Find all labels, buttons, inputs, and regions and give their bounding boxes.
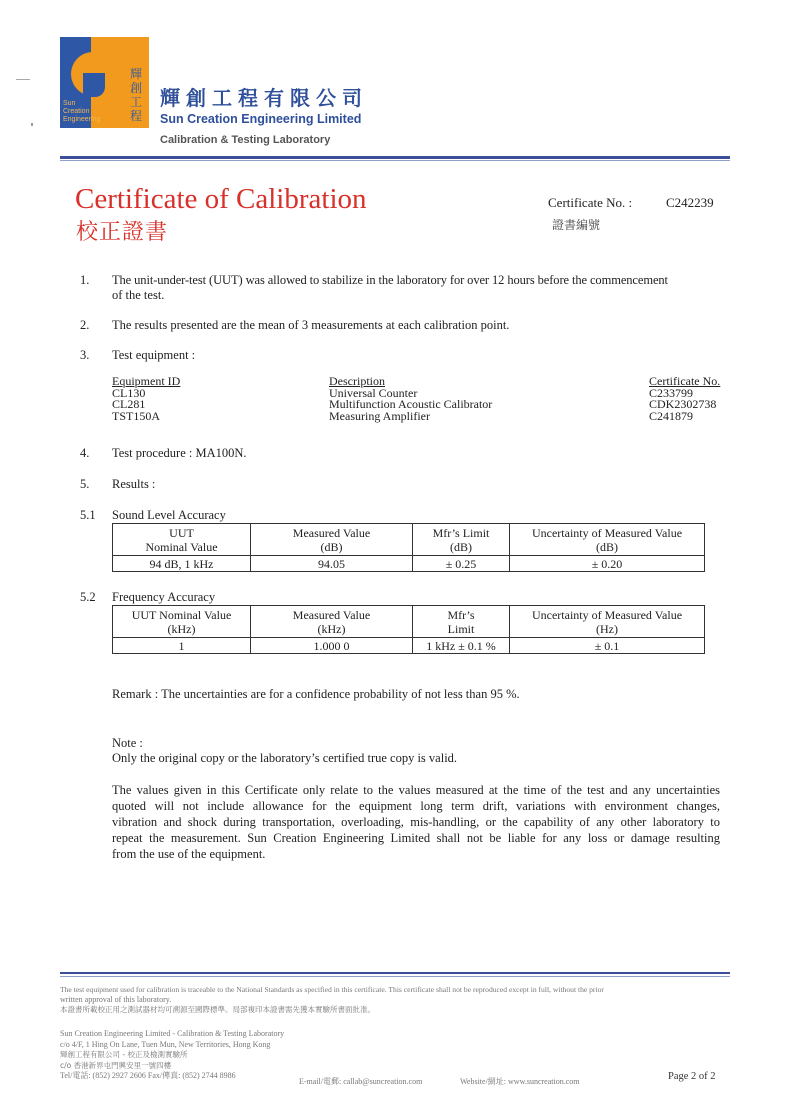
equipment-certificate-header: Certificate No. bbox=[649, 374, 721, 388]
equipment-id: TST150A bbox=[112, 408, 160, 423]
section-number: 5.2 bbox=[80, 590, 96, 604]
logo-en-line: Creation bbox=[63, 108, 90, 115]
header-line: (kHz) bbox=[317, 621, 346, 636]
item-number: 1. bbox=[80, 273, 90, 287]
item-number: 2. bbox=[80, 318, 90, 332]
footer-divider bbox=[60, 972, 730, 974]
certificate-number-label-chinese: 證書編號 bbox=[552, 218, 601, 232]
logo-en-line: Engineering bbox=[63, 116, 101, 123]
page-number: Page 2 of 2 bbox=[668, 1071, 716, 1082]
remark: Remark : The uncertainties are for a confidence probability of not less than 95 %. bbox=[112, 687, 520, 701]
item-number: 4. bbox=[80, 446, 90, 460]
contact-phone-fax: Tel/電話: (852) 2927 2606 Fax/傳真: (852) 2744 8986 bbox=[60, 1071, 236, 1080]
footer-line: The test equipment used for calibration is traceable to the National Standards as specified in this certificate. This certificate shall not be reproduced except in full, without the prior bbox=[60, 985, 604, 994]
header-line: (dB) bbox=[450, 539, 472, 554]
paragraph-line: repeat the measurement. Sun Creation Engineering Limited shall not be liable for any loss or damage resulting bbox=[112, 831, 720, 845]
scan-mark bbox=[31, 123, 33, 126]
table-cell: 94.05 bbox=[251, 556, 413, 572]
header-line: Limit bbox=[447, 621, 475, 636]
footer-line: written approval of this laboratory. bbox=[60, 995, 172, 1004]
header-line: (Hz) bbox=[596, 621, 618, 636]
address-line: c/o 4/F, 1 Hing On Lane, Tuen Mun, New Territories, Hong Kong bbox=[60, 1039, 271, 1049]
header-line: Uncertainty of Measured Value bbox=[531, 607, 683, 622]
table-cell: 1.000 0 bbox=[251, 638, 413, 654]
table-cell: ± 0.20 bbox=[510, 556, 705, 572]
item-text: The results presented are the mean of 3 measurements at each calibration point. bbox=[112, 318, 510, 332]
item-text-line: of the test. bbox=[112, 288, 165, 302]
item-number: 5. bbox=[80, 477, 90, 491]
section-title: Sound Level Accuracy bbox=[112, 508, 226, 522]
section-number: 5.1 bbox=[80, 508, 96, 522]
header-line: Measured Value bbox=[292, 525, 371, 540]
equipment-description-column bbox=[329, 376, 492, 422]
contact-email[interactable]: E-mail/電郵: callab@suncreation.com bbox=[299, 1077, 423, 1086]
certificate-number-label: Certificate No. : bbox=[548, 195, 633, 210]
table-header-cell bbox=[510, 606, 705, 638]
table-cell: 94 dB, 1 kHz bbox=[113, 556, 251, 572]
table-header-cell bbox=[413, 524, 510, 556]
address-line: 輝創工程有限公司 - 校正及檢測實驗所 bbox=[60, 1050, 188, 1059]
certificate-title: Certificate of Calibration bbox=[75, 183, 367, 215]
header-line: (dB) bbox=[320, 539, 343, 554]
table-row bbox=[113, 556, 705, 572]
traceability-statement bbox=[60, 985, 740, 1015]
equipment-id: CL281 bbox=[112, 397, 146, 411]
item-text bbox=[112, 273, 732, 303]
lab-address bbox=[60, 1029, 284, 1082]
header-line: Mfr’s bbox=[447, 607, 475, 622]
laboratory-name: Calibration & Testing Laboratory bbox=[160, 134, 331, 146]
header-divider-thin bbox=[60, 160, 730, 161]
item-text-line: The unit-under-test (UUT) was allowed to stabilize in the laboratory for over 12 hours before the commencement bbox=[112, 273, 668, 287]
equipment-id-header: Equipment ID bbox=[112, 374, 181, 388]
table-header-cell bbox=[413, 606, 510, 638]
item-text: Results : bbox=[112, 477, 156, 491]
address-line: c/o 香港新界屯門興安里一號四樓 bbox=[60, 1060, 172, 1070]
equipment-id: CL130 bbox=[112, 385, 146, 400]
table-header-cell bbox=[113, 606, 251, 638]
equipment-id-column bbox=[112, 376, 180, 422]
item-text: Test equipment : bbox=[112, 348, 196, 362]
header-line: Mfr’s Limit bbox=[432, 525, 490, 540]
table-header-row bbox=[113, 606, 705, 638]
table-header-cell bbox=[510, 524, 705, 556]
logo-chinese-text bbox=[129, 67, 143, 123]
item-text: Test procedure : MA100N. bbox=[112, 446, 247, 460]
logo-cn-char: 工 bbox=[129, 95, 142, 109]
table-cell: ± 0.25 bbox=[413, 556, 510, 572]
table-cell: 1 kHz ± 0.1 % bbox=[413, 638, 510, 654]
logo-cn-char: 程 bbox=[129, 109, 142, 123]
address-line: Sun Creation Engineering Limited - Calibration & Testing Laboratory bbox=[60, 1029, 285, 1038]
header-line: Measured Value bbox=[292, 607, 371, 622]
header-line: Nominal Value bbox=[145, 539, 218, 554]
section-title: Frequency Accuracy bbox=[112, 590, 216, 604]
company-logo bbox=[60, 37, 149, 128]
equipment-description: Multifunction Acoustic Calibrator bbox=[329, 397, 493, 411]
footer-line-chinese: 本證書所載校正用之測試器材均可溯源至國際標準。局部複印本證書需先獲本實驗所書面批准。 bbox=[60, 1005, 375, 1014]
table-header-cell bbox=[113, 524, 251, 556]
company-name-chinese: 輝創工程有限公司 bbox=[160, 86, 368, 110]
header-line: (dB) bbox=[596, 539, 618, 554]
paragraph-line: vibration and shock during transportation, overloading, mis-handling, or the capability of any other laboratory to bbox=[112, 815, 720, 829]
note-label: Note : bbox=[112, 736, 143, 750]
certificate-title-chinese: 校正證書 bbox=[76, 220, 169, 245]
note-text: Only the original copy or the laboratory’s certified true copy is valid. bbox=[112, 751, 458, 765]
table-cell: ± 0.1 bbox=[510, 638, 705, 654]
logo-english-text bbox=[63, 100, 100, 124]
table-header-row bbox=[113, 524, 705, 556]
header-line: Uncertainty of Measured Value bbox=[531, 525, 683, 540]
equipment-certificate: C241879 bbox=[649, 408, 694, 423]
equipment-certificate: CDK2302738 bbox=[649, 397, 717, 411]
paragraph-line: quoted will not include allowance for the equipment long term drift, variations with environment changes, bbox=[112, 799, 720, 813]
table-row bbox=[113, 638, 705, 654]
sound-level-table bbox=[112, 523, 705, 572]
table-header-cell bbox=[251, 606, 413, 638]
item-number: 3. bbox=[80, 348, 90, 362]
logo-cn-char: 創 bbox=[129, 81, 142, 95]
equipment-certificate-column bbox=[649, 376, 720, 422]
contact-website[interactable]: Website/網址: www.suncreation.com bbox=[460, 1077, 580, 1086]
logo-sun-core bbox=[83, 73, 105, 97]
frequency-table bbox=[112, 605, 705, 654]
logo-en-line: Sun bbox=[63, 100, 76, 107]
table-cell: 1 bbox=[113, 638, 251, 654]
footer-divider-thin bbox=[60, 976, 730, 977]
scan-mark bbox=[16, 79, 30, 80]
paragraph-line: The values given in this Certificate only relate to the values measured at the time of the test and any uncertainties bbox=[112, 783, 720, 797]
header-divider bbox=[60, 156, 730, 159]
disclaimer-paragraph bbox=[112, 782, 720, 862]
paragraph-line: from the use of the equipment. bbox=[112, 847, 266, 861]
company-name-english: Sun Creation Engineering Limited bbox=[160, 112, 362, 126]
header-line: (kHz) bbox=[167, 621, 196, 636]
equipment-description: Universal Counter bbox=[329, 385, 418, 400]
header-line: UUT Nominal Value bbox=[131, 607, 232, 622]
equipment-description: Measuring Amplifier bbox=[329, 408, 430, 423]
certificate-number: C242239 bbox=[666, 195, 714, 210]
equipment-certificate: C233799 bbox=[649, 385, 694, 400]
logo-cn-char: 輝 bbox=[129, 67, 142, 81]
header-line: UUT bbox=[169, 525, 194, 540]
table-header-cell bbox=[251, 524, 413, 556]
equipment-description-header: Description bbox=[329, 374, 385, 388]
